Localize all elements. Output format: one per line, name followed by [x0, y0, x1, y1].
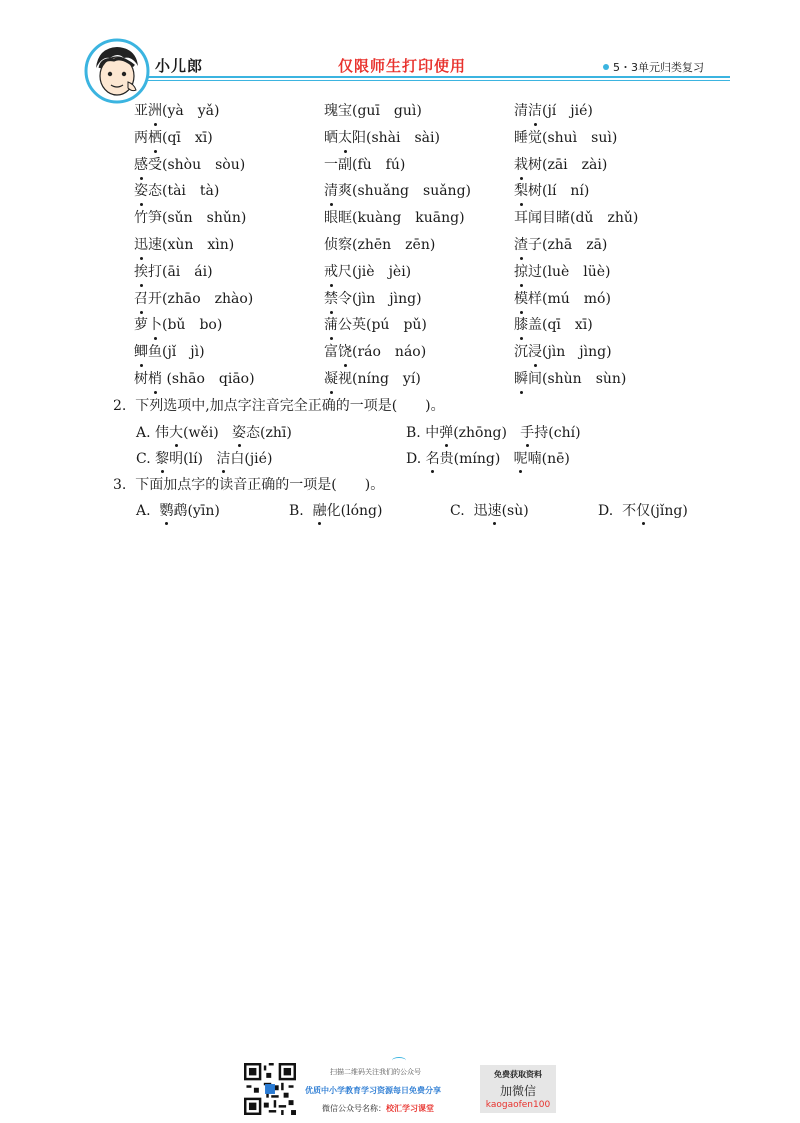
brand-name: 小儿郎: [155, 57, 204, 75]
pinyin-choices: (guī guì): [352, 103, 422, 119]
dotted-char: 卜: [148, 313, 162, 337]
pinyin-choices: (xùn xìn): [162, 236, 235, 253]
word-part: 竹: [134, 210, 148, 227]
vocab-item: [134, 126, 324, 153]
vocab-item: [324, 206, 514, 233]
vocab-item: [134, 260, 324, 287]
word-part: 眼: [324, 210, 338, 227]
word-part: 鹉: [173, 503, 188, 519]
vocab-item: [134, 206, 324, 233]
dotted-char: 模: [514, 287, 528, 311]
pinyin-choices: (zhā zā): [542, 236, 608, 253]
pinyin: (wěi): [183, 425, 219, 441]
qr-code-icon: [244, 1063, 296, 1115]
vocab-item: [134, 313, 324, 340]
account-label: 微信公众号名称：: [322, 1104, 386, 1113]
word-part: 亚: [134, 103, 148, 119]
dotted-char: 栽: [514, 153, 528, 177]
dotted-char: 洁: [528, 99, 542, 123]
word-part: 两: [134, 129, 148, 146]
word-part: 样: [528, 290, 542, 307]
pinyin-choices: (bǔ bo): [162, 317, 223, 334]
dotted-char: 手: [520, 422, 534, 444]
vocab-item: [134, 367, 324, 394]
word-part: 贵: [439, 451, 454, 467]
option-letter: B.: [406, 425, 421, 441]
word-part: 迅: [473, 503, 488, 519]
contact-line-1: 免费获取资料: [494, 1070, 542, 1079]
word-part: 令: [338, 290, 352, 307]
word-part: 宝: [338, 103, 352, 119]
dotted-char: 融: [313, 500, 327, 522]
word-part: 富: [324, 344, 338, 361]
word-part: 阳: [352, 129, 366, 146]
contact-line-3: kaogaofen100: [485, 1100, 551, 1110]
pinyin-choices: (jiè jèi): [352, 263, 412, 280]
vocab-item: [324, 233, 514, 260]
word-part: 晒: [324, 129, 338, 146]
vocab-item: [134, 153, 324, 180]
pinyin-choices: (qī xī): [162, 129, 213, 146]
dotted-char: 姿: [232, 422, 246, 444]
pinyin-choices: (mú mó): [542, 290, 611, 307]
dotted-char: 膝: [514, 313, 528, 337]
vocab-item: [514, 153, 694, 180]
dotted-char: 迅: [134, 233, 148, 257]
pinyin-choices: (kuàng kuāng): [352, 210, 465, 227]
dotted-char: 感: [134, 153, 148, 177]
pinyin-choices: (fù fú): [352, 156, 406, 173]
word-part: 睹: [556, 210, 570, 227]
option-letter: A.: [136, 503, 151, 519]
word-part: 耳闻目: [514, 210, 556, 227]
dotted-char: 凝: [324, 367, 338, 391]
pinyin-choices: (jìn jìng): [352, 290, 422, 307]
word-part: 眶: [338, 210, 352, 227]
pinyin-choices: (níng yí): [352, 370, 421, 387]
pinyin: (chí): [548, 425, 581, 441]
vocab-item: [134, 287, 324, 314]
pinyin-choices: (shāo qiāo): [162, 370, 255, 387]
vocab-item: [324, 153, 514, 180]
dotted-char: 黎: [155, 448, 169, 470]
dotted-char: 呢: [514, 448, 528, 470]
dotted-char: 速: [488, 500, 502, 522]
question-2: [113, 395, 445, 417]
unit-text: 5・3单元归类复习: [613, 61, 704, 74]
pinyin-choices: (shòu sòu): [162, 156, 246, 173]
vocab-item: [324, 99, 514, 126]
pinyin-choices: (ráo náo): [352, 344, 427, 361]
word-part: 喃: [527, 451, 542, 467]
word-part: 清: [514, 103, 528, 119]
dotted-char: 太: [338, 126, 352, 150]
dotted-char: 弹: [439, 422, 453, 444]
share-caption: 优质中小学教育学习资源每日免费分享: [305, 1086, 441, 1095]
header-rule: [100, 76, 730, 78]
option-b: [289, 500, 382, 522]
word-part: 间: [528, 370, 542, 387]
dotted-char: 挨: [134, 260, 148, 284]
pinyin: (míng): [453, 451, 501, 467]
account-name: 校汇学习课堂: [386, 1104, 434, 1113]
vocab-item: [324, 367, 514, 394]
dotted-char: 清: [324, 179, 338, 203]
pinyin-choices: (shài sài): [366, 129, 440, 146]
vocab-item: [514, 206, 694, 233]
pinyin-choices: (sǔn shǔn): [162, 210, 247, 227]
word-part: 副: [338, 156, 352, 173]
word-part: 化: [326, 503, 341, 519]
word-part: 视: [338, 370, 352, 387]
word-part: 尺: [338, 263, 352, 280]
vocab-item: [514, 287, 694, 314]
vocab-item: [134, 340, 324, 367]
word-part: 过: [528, 263, 542, 280]
pinyin: (lóng): [340, 503, 383, 519]
option-letter: D.: [406, 451, 422, 467]
dotted-char: 仅: [636, 500, 650, 522]
pinyin-choices: (lí ní): [542, 183, 590, 200]
word-part: 沉: [514, 344, 528, 361]
vocab-item: [514, 340, 694, 367]
dotted-char: 梢: [148, 367, 162, 391]
header-rule-thin: [100, 80, 730, 81]
word-part: 侦: [324, 236, 338, 253]
word-part: 态: [148, 183, 162, 200]
option-d: [598, 500, 688, 522]
word-part: 盖: [528, 317, 542, 334]
word-part: 树: [528, 156, 542, 173]
wechat-decoration-icon: [392, 1057, 406, 1064]
word-part: 不: [622, 503, 637, 519]
word-part: 中: [425, 425, 440, 441]
page-header: [0, 0, 800, 100]
vocab-item: [514, 367, 694, 394]
word-part: 速: [148, 236, 162, 253]
word-part: 爽: [338, 183, 352, 200]
option-d: [406, 448, 570, 470]
pinyin-choices: (dǔ zhǔ): [570, 210, 639, 227]
dotted-char: 禁: [324, 287, 338, 311]
dotted-char: 洁: [216, 448, 230, 470]
account-caption: [322, 1103, 434, 1114]
pinyin: (jié): [244, 451, 273, 467]
dotted-char: 洲: [148, 99, 162, 123]
dotted-char: 戒: [324, 260, 338, 284]
question-stem: 下面加点字的读音正确的一项是( )。: [135, 477, 385, 493]
dotted-char: 鹦: [159, 500, 173, 522]
pinyin: (nē): [541, 451, 570, 467]
pinyin: (zhī): [260, 425, 292, 441]
question-3: [113, 474, 384, 496]
word-part: 树: [134, 370, 148, 387]
dotted-char: 名: [426, 448, 440, 470]
word-part: 伟: [155, 425, 170, 441]
question-number: 3.: [113, 477, 127, 493]
option-letter: C.: [136, 451, 151, 467]
option-c: [136, 448, 272, 470]
pinyin-choices: (yà yǎ): [162, 103, 220, 119]
word-part: 态: [246, 425, 261, 441]
word-part: 萝: [134, 317, 148, 334]
vocab-item: [514, 179, 694, 206]
pinyin-choices: (shùn sùn): [542, 370, 627, 387]
vocab-item: [324, 126, 514, 153]
word-part: 受: [148, 156, 162, 173]
pinyin-choices: (zhāo zhào): [162, 290, 254, 307]
vocab-item: [324, 340, 514, 367]
pinyin-choices: (luè lüè): [542, 263, 611, 280]
pinyin-choices: (pú pǔ): [366, 317, 427, 334]
pinyin-choices: (zhēn zēn): [352, 236, 436, 253]
vocab-item: [324, 179, 514, 206]
word-part: 树: [528, 183, 542, 200]
dotted-char: 鲫: [134, 340, 148, 364]
pinyin-vocab-grid: [134, 99, 694, 394]
word-part: 打: [148, 263, 162, 280]
vocab-item: [324, 287, 514, 314]
word-part: 察: [338, 236, 352, 253]
vocab-item: [134, 99, 324, 126]
vocab-item: [134, 179, 324, 206]
pinyin: (jǐng): [650, 503, 688, 519]
contact-line-2: 加微信: [499, 1084, 536, 1098]
dotted-char: 栖: [148, 126, 162, 150]
dotted-char: 掠: [514, 260, 528, 284]
dotted-char: 渣: [514, 233, 528, 257]
word-part: 持: [534, 425, 549, 441]
pinyin-choices: (jǐ jì): [162, 344, 205, 361]
question-stem: 下列选项中,加点字注音完全正确的一项是( )。: [135, 398, 445, 414]
word-part: 白: [230, 451, 245, 467]
word-part: 瑰: [324, 103, 338, 119]
option-a: [136, 422, 292, 444]
unit-label: [603, 59, 704, 75]
dotted-char: 蒲: [324, 313, 338, 337]
dotted-char: 召: [134, 287, 148, 311]
word-part: 觉: [528, 129, 542, 146]
contact-box: [480, 1065, 556, 1113]
pinyin: (sù): [501, 503, 529, 519]
option-letter: D.: [598, 503, 614, 519]
vocab-item: [514, 313, 694, 340]
bullet-dot-icon: [603, 64, 609, 70]
dotted-char: 大: [169, 422, 183, 444]
scan-caption: 扫描二维码关注我们的公众号: [330, 1068, 421, 1076]
page-footer: [0, 1055, 800, 1123]
boy-mascot-icon: [84, 38, 150, 104]
vocab-item: [514, 233, 694, 260]
option-b: [406, 422, 581, 444]
pinyin-choices: (jí jié): [542, 103, 593, 119]
word-part: 笋: [148, 210, 162, 227]
pinyin-choices: (shuǎng suǎng): [352, 183, 471, 200]
pinyin-choices: (āi ái): [162, 263, 213, 280]
vocab-item: [514, 126, 694, 153]
pinyin-choices: (tài tà): [162, 183, 220, 200]
word-part: 开: [148, 290, 162, 307]
word-part: 公英: [338, 317, 366, 334]
option-c: [450, 500, 529, 522]
vocab-item: [514, 99, 694, 126]
pinyin-choices: (zāi zài): [542, 156, 608, 173]
dotted-char: 饶: [338, 340, 352, 364]
option-letter: A.: [136, 425, 151, 441]
print-notice: 仅限师生打印使用: [338, 57, 467, 75]
word-part: 睡: [514, 129, 528, 146]
word-part: 子: [528, 236, 542, 253]
pinyin-choices: (shuì suì): [542, 129, 618, 146]
dotted-char: 梨: [514, 179, 528, 203]
option-letter: C.: [450, 503, 465, 519]
dotted-char: 姿: [134, 179, 148, 203]
pinyin-choices: (jìn jìng): [542, 344, 612, 361]
vocab-item: [134, 233, 324, 260]
word-part: 鱼: [148, 344, 162, 361]
pinyin: (zhōng): [453, 425, 507, 441]
vocab-item: [324, 313, 514, 340]
pinyin-choices: (qī xī): [542, 317, 593, 334]
word-part: 明: [169, 451, 184, 467]
vocab-item: [324, 260, 514, 287]
dotted-char: 瞬: [514, 367, 528, 391]
vocab-item: [514, 260, 694, 287]
option-a: [136, 500, 220, 522]
word-part: 一: [324, 156, 338, 173]
dotted-char: 浸: [528, 340, 542, 364]
pinyin: (yīn): [187, 503, 220, 519]
question-number: 2.: [113, 398, 127, 414]
pinyin: (lí): [183, 451, 204, 467]
option-letter: B.: [289, 503, 304, 519]
